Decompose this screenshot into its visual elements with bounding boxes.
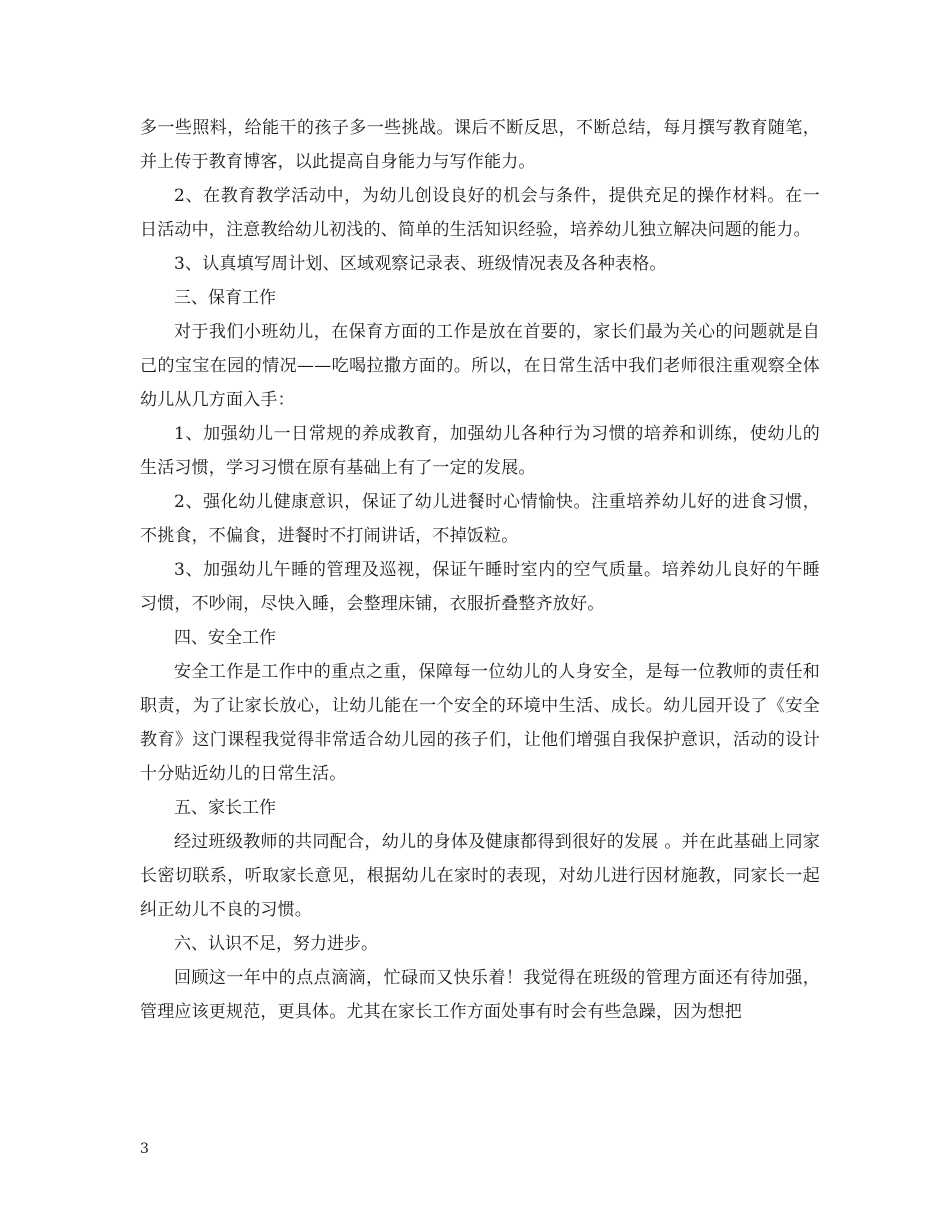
section-heading-care-work: 三、保育工作 (174, 288, 276, 308)
section-heading-safety-work: 四、安全工作 (174, 628, 276, 648)
paragraph-care-intro: 对于我们小班幼儿，在保育方面的工作是放在首要的，家长们最为关心的问题就是自己的宝宝在园的情况——吃喝拉撒方面的。所以，在日常生活中我们老师很注重观察全体幼儿从几方面入手： (140, 322, 820, 410)
page-number: 3 (140, 1141, 149, 1157)
section-heading-shortcomings: 六、认识不足，努力进步。 (174, 934, 378, 954)
document-body (140, 111, 820, 1029)
paragraph-item-3-forms: 3、认真填写周计划、区域观察记录表、班级情况表及各种表格。 (174, 254, 667, 274)
paragraph-care-item-2: 2、强化幼儿健康意识，保证了幼儿进餐时心情愉快。注重培养幼儿好的进食习惯，不挑食，不偏食，进餐时不打闹讲话，不掉饭粒。 (140, 492, 820, 546)
paragraph-care-item-3: 3、加强幼儿午睡的管理及巡视，保证午睡时室内的空气质量。培养幼儿良好的午睡习惯，不吵闹，尽快入睡，会整理床铺，衣服折叠整齐放好。 (140, 560, 820, 614)
paragraph-parent: 经过班级教师的共同配合，幼儿的身体及健康都得到很好的发展 。并在此基础上同家长密切联系，听取家长意见，根据幼儿在家时的表现，对幼儿进行因材施教，同家长一起纠正幼儿不良的习惯。 (140, 832, 820, 920)
paragraph-safety: 安全工作是工作中的重点之重，保障每一位幼儿的人身安全，是每一位教师的责任和职责，为了让家长放心，让幼儿能在一个安全的环境中生活、成长。幼儿园开设了《安全教育》这门课程我觉得非常适合幼儿园的孩子们，让他们增强自我保护意识，活动的设计十分贴近幼儿的日常生活。 (140, 662, 820, 784)
paragraph-continuation: 多一些照料，给能干的孩子多一些挑战。课后不断反思，不断总结，每月撰写教育随笔，并上传于教育博客，以此提高自身能力与写作能力。 (140, 118, 820, 172)
paragraph-care-item-1: 1、加强幼儿一日常规的养成教育，加强幼儿各种行为习惯的培养和训练，使幼儿的生活习惯，学习习惯在原有基础上有了一定的发展。 (140, 424, 820, 478)
paragraph-review: 回顾这一年中的点点滴滴，忙碌而又快乐着！我觉得在班级的管理方面还有待加强，管理应该更规范，更具体。尤其在家长工作方面处事有时会有些急躁，因为想把 (140, 968, 820, 1022)
section-heading-parent-work: 五、家长工作 (174, 798, 276, 818)
paragraph-item-2-teaching: 2、在教育教学活动中，为幼儿创设良好的机会与条件，提供充足的操作材料。在一日活动中，注意教给幼儿初浅的、简单的生活知识经验，培养幼儿独立解决问题的能力。 (140, 186, 820, 240)
